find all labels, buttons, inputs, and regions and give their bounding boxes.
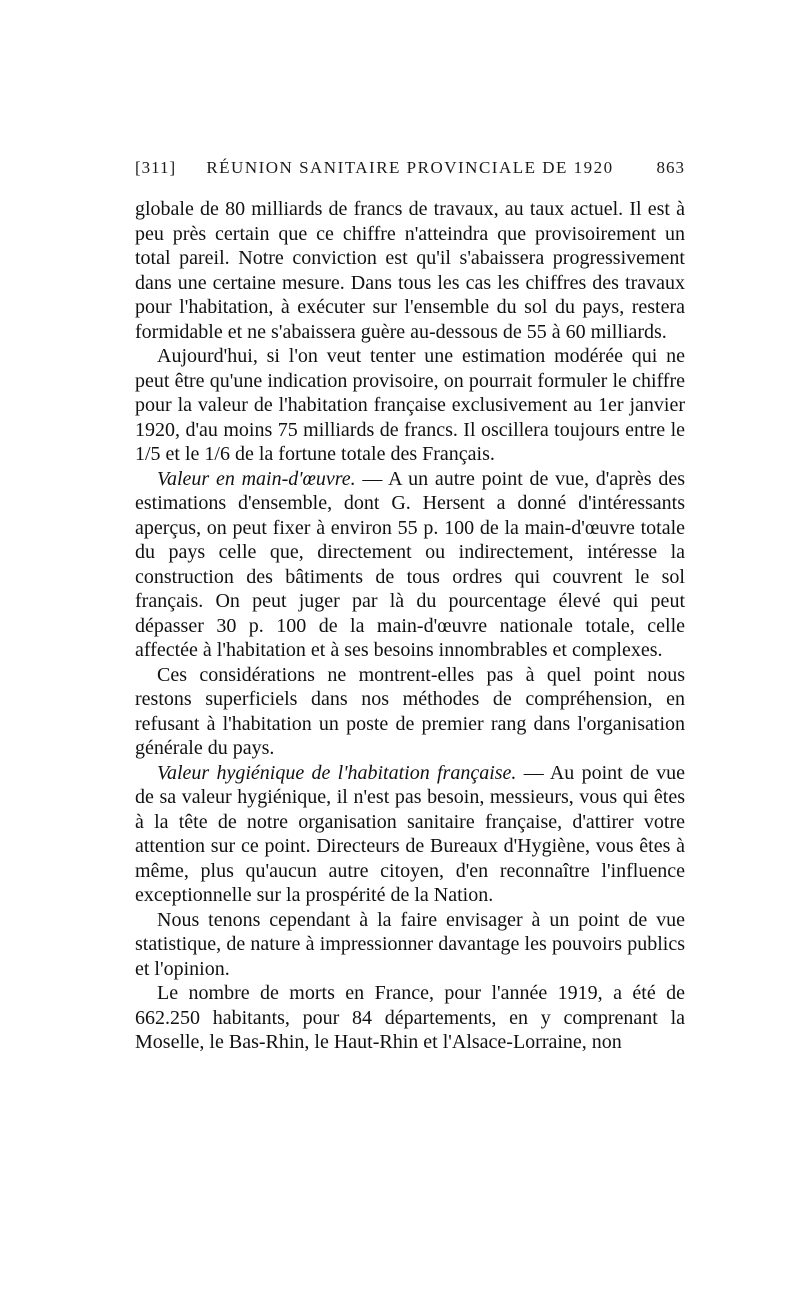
paragraph-considerations: Ces considérations ne montrent-elles pas à quel point nous restons superficiels dans nos méthodes de compréhension, en refusant à l'habitation un poste de premier rang dans l'organisation générale du pays. bbox=[135, 663, 685, 759]
run-in-heading-labor: Valeur en main-d'œuvre. bbox=[157, 467, 356, 490]
paragraph-continuation: globale de 80 milliards de francs de travaux, au taux actuel. Il est à peu près certain que ce chiffre n'atteindra que provisoirement un total pareil. Notre conviction est qu'il s'abaissera progressivement dans une certaine mesure. Dans tous les cas les chiffres des travaux pour l'habitation, à exécuter sur l'ensemble du sol du pays, restera formidable et ne s'abaissera guère au-dessous de 55 à 60 milliards. bbox=[135, 198, 685, 343]
body-text bbox=[135, 197, 685, 1055]
paragraph-estimation: Aujourd'hui, si l'on veut tenter une estimation modérée qui ne peut être qu'une indication provisoire, on pourrait formuler le chiffre pour la valeur de l'habitation française exclusivement au 1er janvier 1920, d'au moins 75 milliards de francs. Il oscillera toujours entre le 1/5 et le 1/6 de la fortune totale des Français. bbox=[135, 345, 685, 465]
run-in-heading-hygiene: Valeur hygiénique de l'habitation française. bbox=[157, 761, 517, 784]
page-number: 863 bbox=[656, 158, 685, 177]
running-title: RÉUNION SANITAIRE PROVINCIALE DE 1920 bbox=[206, 158, 614, 177]
running-header bbox=[135, 158, 685, 186]
paragraph-hygiene-body: — Au point de vue de sa valeur hygiénique, il n'est pas besoin, messieurs, vous qui êtes à la tête de notre organisation sanitaire française, d'attirer votre attention sur ce point. Directeurs de Bureaux d'Hygiène, vous êtes à même, plus qu'aucun autre citoyen, d'en reconnaître l'influence exceptionnelle sur la prospérité de la Nation. bbox=[135, 761, 685, 906]
paragraph-labor-value bbox=[135, 467, 685, 663]
section-number: [311] bbox=[135, 158, 177, 177]
paragraph-hygienic-value bbox=[135, 761, 685, 908]
paragraph-statistics: Nous tenons cependant à la faire envisager à un point de vue statistique, de nature à impressionner davantage les pouvoirs publics et l'opinion. bbox=[135, 908, 685, 980]
paragraph-labor-body: — A un autre point de vue, d'après des estimations d'ensemble, dont G. Hersent a donné d'intéressants aperçus, on peut fixer à environ 55 p. 100 de la main-d'œuvre totale du pays celle que, directement ou indirectement, intéresse la construction des bâtiments de tous ordres qui couvrent le sol français. On peut juger par là du pourcentage élevé qui peut dépasser 30 p. 100 de la main-d'œuvre nationale totale, celle affectée à l'habitation et à ses besoins innombrables et complexes. bbox=[135, 467, 685, 661]
paragraph-mortality: Le nombre de morts en France, pour l'année 1919, a été de 662.250 habitants, pour 84 départements, en y comprenant la Moselle, le Bas-Rhin, le Haut-Rhin et l'Alsace-Lorraine, non bbox=[135, 982, 685, 1053]
